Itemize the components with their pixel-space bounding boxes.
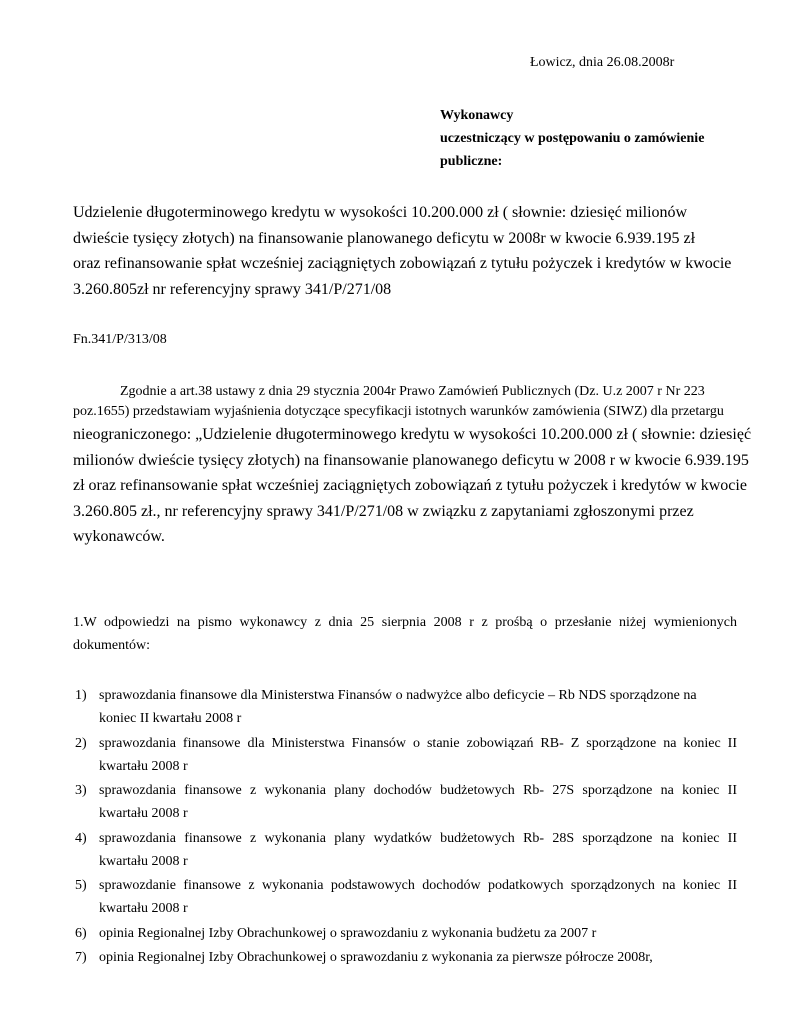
- subject-line: 3.260.805zł nr referencyjny sprawy 341/P/271/08: [73, 280, 392, 298]
- list-item-text: sprawozdania finansowe dla Ministerstwa Finansów o stanie zobowiązań RB- Z sporządzone na koniec II: [99, 735, 737, 751]
- list-item-text: koniec II kwartału 2008 r: [99, 711, 242, 726]
- question-paragraph: [73, 611, 737, 657]
- body-paragraph: [73, 382, 752, 550]
- list-item-text: opinia Regionalnej Izby Obrachunkowej o sprawozdaniu z wykonania budżetu za 2007 r: [99, 925, 597, 941]
- subject-line: oraz refinansowanie spłat wcześniej zaciągniętych zobowiązań z tytułu pożyczek i kredytów w kwocie: [73, 255, 732, 272]
- list-item-text: kwartału 2008 r: [99, 853, 188, 869]
- body-line: zł oraz refinansowanie spłat wcześniej zaciągniętych zobowiązań z tytułu pożyczek i kredytów w kwocie: [73, 477, 747, 494]
- body-line: poz.1655) przedstawiam wyjaśnienia dotyczące specyfikacji istotnych warunków zamówienia (SIWZ) dla przetargu: [73, 404, 724, 419]
- addressee-line: uczestniczący w postępowaniu o zamówienie: [440, 131, 705, 146]
- list-item-text: sprawozdania finansowe z wykonania plany wydatków budżetowych Rb- 28S sporządzone na koniec II: [99, 830, 737, 846]
- body-line: milionów dwieście tysięcy złotych) na finansowanie planowanego deficytu w 2008 r w kwocie 6.939.195: [73, 451, 749, 469]
- body-line: nieograniczonego: „Udzielenie długoterminowego kredytu w wysokości 10.200.000 zł ( słownie: dziesięć: [73, 426, 752, 443]
- body-line: 3.260.805 zł., nr referencyjny sprawy 341/P/271/08 w związku z zapytaniami zgłoszonymi przez: [73, 502, 694, 520]
- list-item-text: sprawozdanie finansowe z wykonania podstawowych dochodów podatkowych sporządzonych na koniec II: [99, 878, 737, 893]
- list-item-number: 3): [75, 783, 87, 798]
- list-item-number: 5): [75, 878, 87, 893]
- list-item-text: opinia Regionalnej Izby Obrachunkowej o sprawozdaniu z wykonania za pierwsze półrocze 2008r,: [99, 950, 653, 965]
- addressee-block: [440, 104, 704, 173]
- list-item: [73, 827, 737, 873]
- list-item-number: 6): [75, 925, 87, 941]
- list-item-number: 1): [75, 688, 87, 703]
- list-item-number: 7): [75, 950, 87, 965]
- list-item: [73, 732, 737, 778]
- question-line: dokumentów:: [73, 638, 150, 653]
- document-date: Łowicz, dnia 26.08.2008r: [530, 55, 675, 70]
- list-item-text: sprawozdania finansowe dla Ministerstwa Finansów o nadwyżce albo deficycie – Rb NDS sporządzone na: [99, 688, 697, 703]
- list-item: [73, 922, 737, 945]
- reference-number: Fn.341/P/313/08: [73, 332, 167, 347]
- list-item: [73, 946, 737, 969]
- list-item: [73, 684, 737, 730]
- body-line: wykonawców.: [73, 528, 165, 545]
- subject-line: dwieście tysięcy złotych) na finansowanie planowanego deficytu w 2008r w kwocie 6.939.195 zł: [73, 229, 696, 247]
- document-list: [73, 684, 737, 971]
- list-item: [73, 779, 737, 825]
- list-item-number: 2): [75, 735, 87, 751]
- addressee-line: publiczne:: [440, 154, 503, 169]
- list-item-text: kwartału 2008 r: [99, 806, 188, 821]
- list-item-text: sprawozdania finansowe z wykonania plany dochodów budżetowych Rb- 27S sporządzone na koniec II: [99, 783, 737, 798]
- subject-line: Udzielenie długoterminowego kredytu w wysokości 10.200.000 zł ( słownie: dziesięć milionów: [73, 204, 688, 221]
- subject-block: [73, 200, 733, 302]
- list-item: [73, 874, 737, 920]
- list-item-text: kwartału 2008 r: [99, 758, 188, 774]
- question-line: 1.W odpowiedzi na pismo wykonawcy z dnia 25 sierpnia 2008 r z prośbą o przesłanie niżej wymienionych: [73, 615, 737, 630]
- addressee-line: Wykonawcy: [440, 108, 514, 123]
- list-item-text: kwartału 2008 r: [99, 901, 188, 916]
- body-line: Zgodnie a art.38 ustawy z dnia 29 stycznia 2004r Prawo Zamówień Publicznych (Dz. U.z 2007 r Nr 223: [120, 384, 705, 399]
- list-item-number: 4): [75, 830, 87, 846]
